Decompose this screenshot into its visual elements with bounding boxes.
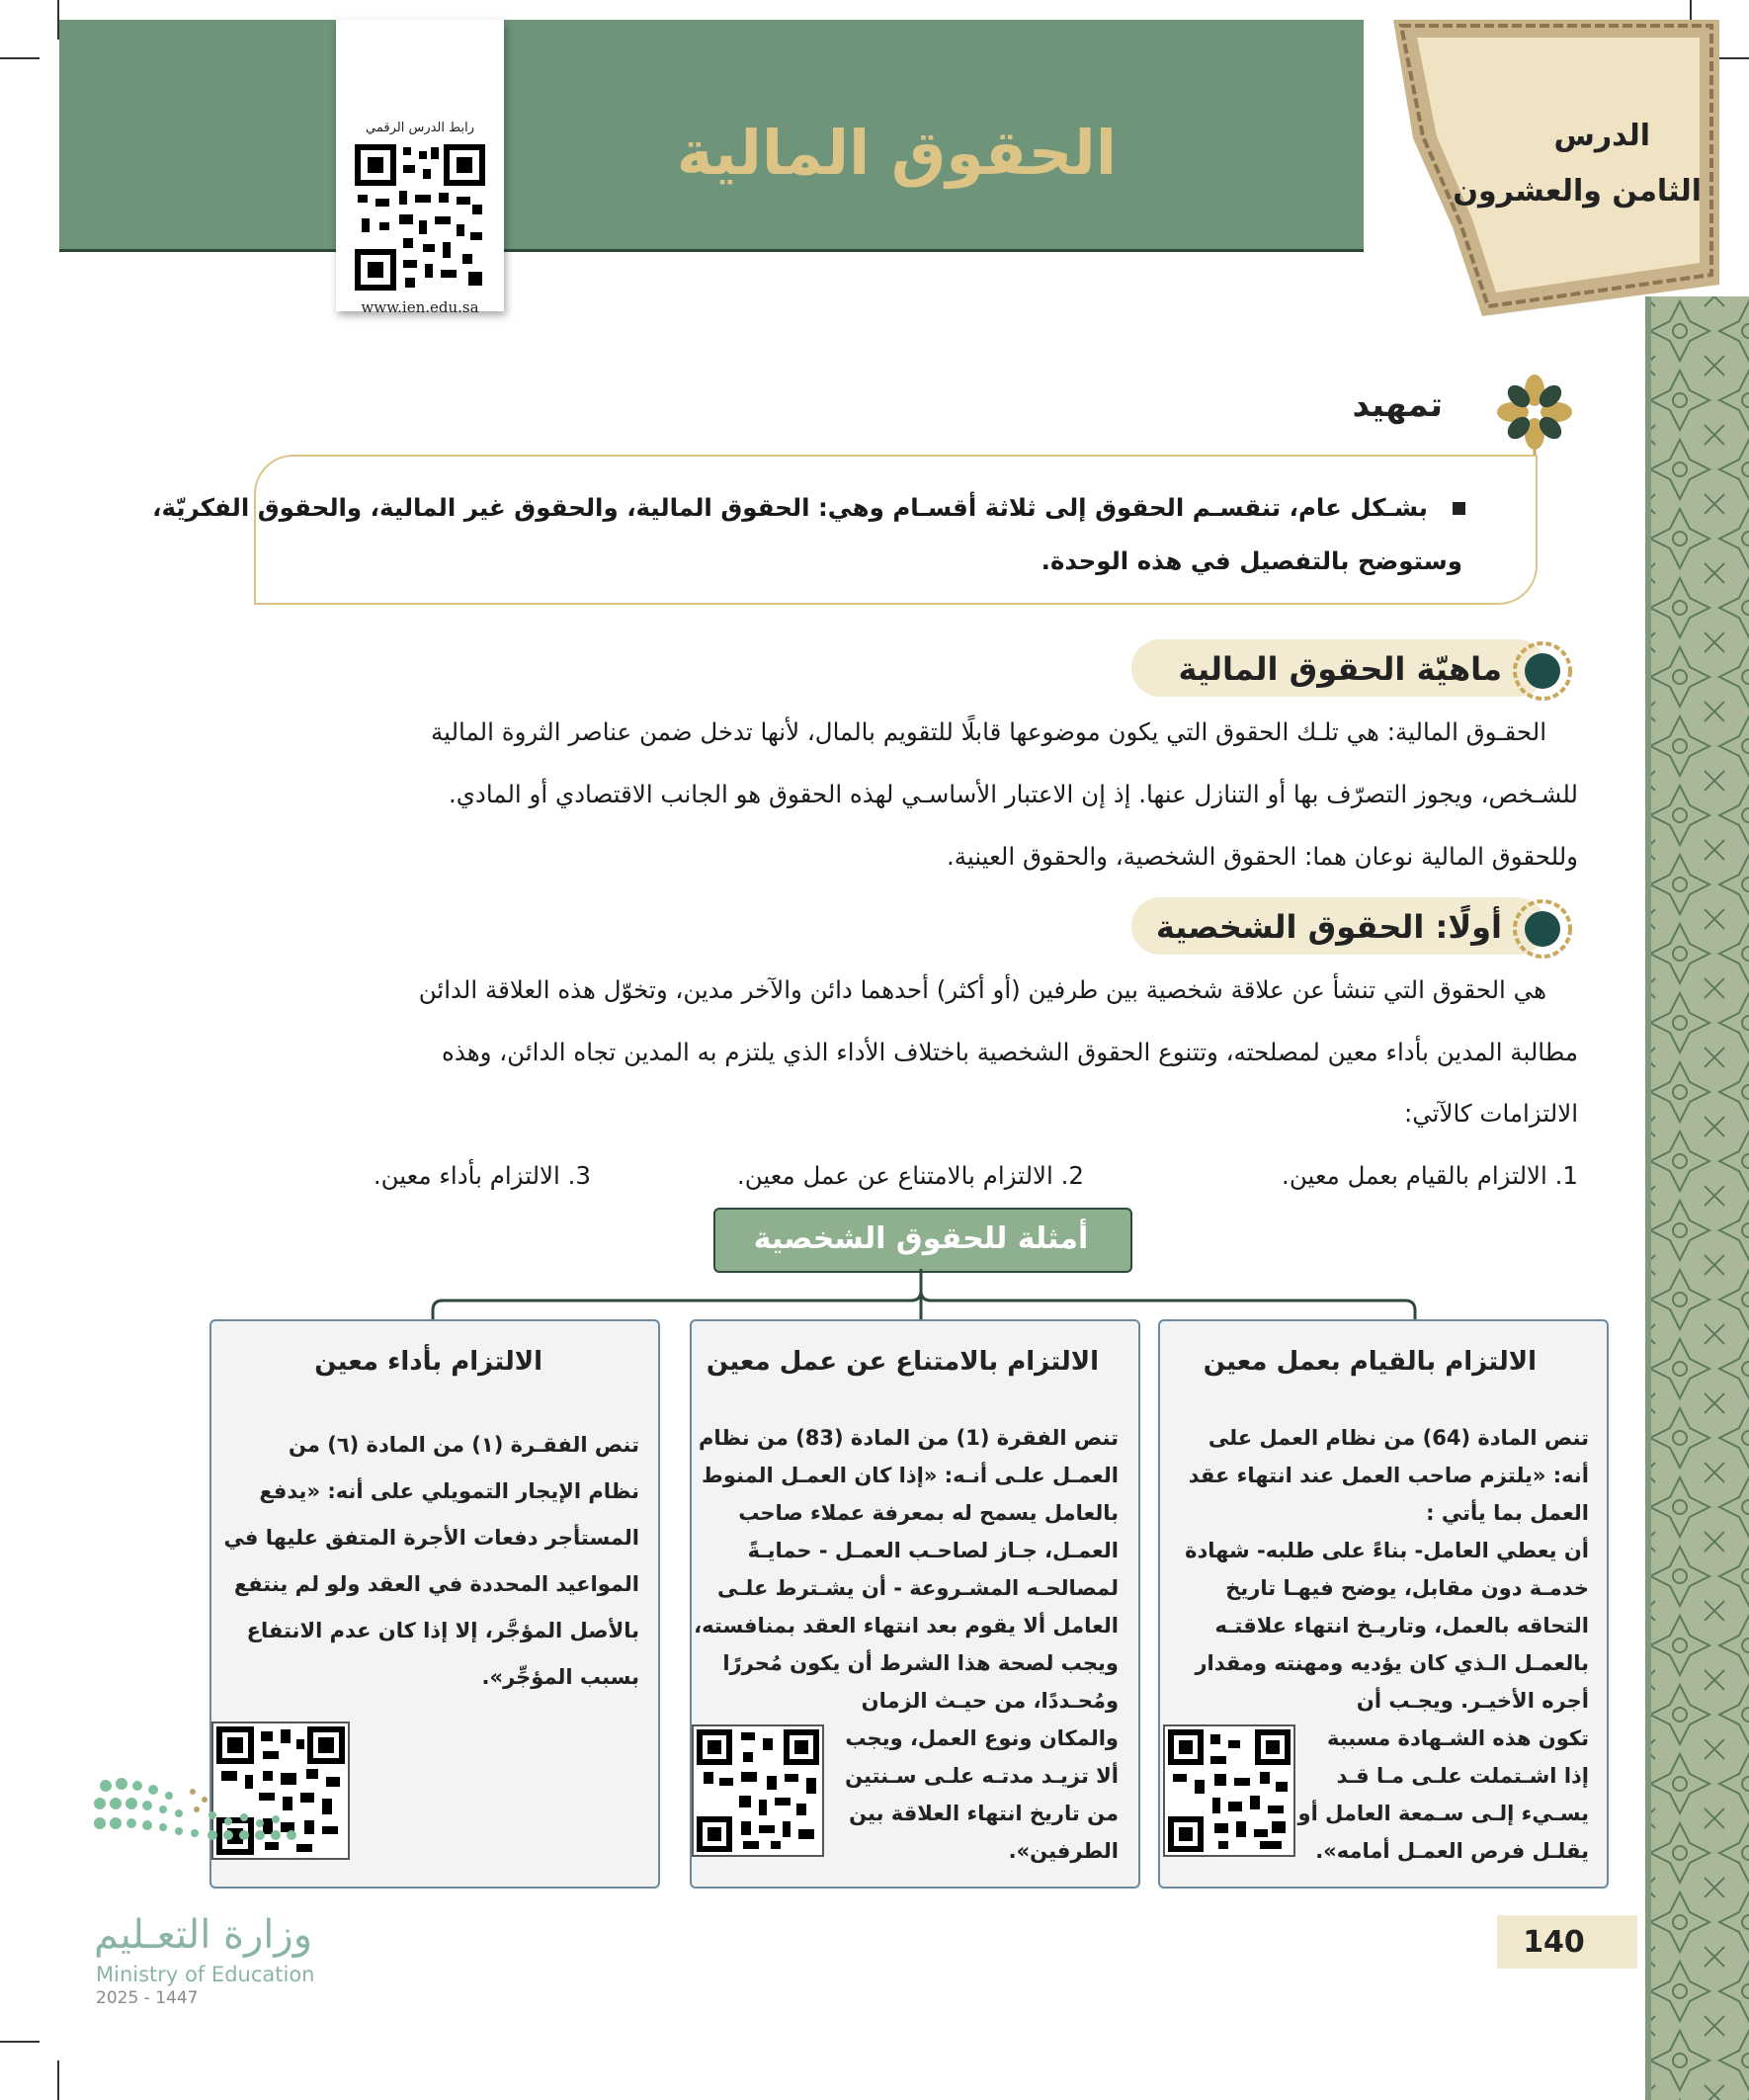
card1-line: التحاقه بالعمل، وتاريـخ انتهاء علاقتـه [1214,1614,1589,1638]
card3-line: بالأصل المؤجَّر، إلا إذا كان عدم الانتفاع [246,1619,639,1642]
qr-label: رابط الدرس الرقمي [366,121,474,135]
card1-line: أجره الأخيـر. ويجـب أن [1356,1689,1589,1713]
qr-code-icon[interactable] [1163,1724,1295,1857]
card-perform-work-title: الالتزام بالقيام بعمل معين [1203,1347,1537,1377]
card3-line: نظام الإيجار التمويلي على أنه: «يدفع [259,1479,639,1503]
edition-year: 2025 - 1447 [96,1988,199,2008]
section-badge-icon [1512,640,1573,702]
lesson-number: الثامن والعشرون [1453,174,1702,209]
qr-code-icon[interactable] [354,143,486,292]
lesson-tag-ornament [1393,20,1719,316]
card2-line: الطرفين». [1008,1839,1119,1863]
card-perform-payment-title: الالتزام بأداء معين [314,1347,542,1377]
section1-title: ماهيّة الحقوق المالية [1178,650,1502,688]
list-item-1: 1. الالتزام بالقيام بعمل معين. [1282,1161,1578,1190]
card2-line: من تاريخ انتهاء العلاقة بين [849,1802,1119,1825]
card2-line: بالعامل يسمح له بمعرفة عملاء صاحب [738,1501,1119,1525]
digital-lesson-qr-card[interactable] [336,20,504,316]
section2-title: أولًا: الحقوق الشخصية [1155,908,1502,946]
list-item-3: 3. الالتزام بأداء معين. [373,1161,591,1190]
intro-title: تمهيد [1352,385,1443,425]
card1-line: تكون هذه الشـهادة مسببة [1326,1726,1589,1750]
section1-line-2: للشـخص، ويجوز التصرّف بها أو التنازل عنها. إذ إن الاعتبار الأساسـي لهذه الحقوق هو الجانب الاقتصادي أو المادي. [448,780,1578,808]
qr-code-icon[interactable] [692,1724,824,1857]
intro-line-1: بشـكل عام، تنقسـم الحقوق إلى ثلاثة أقسـام وهي: الحقوق المالية، والحقوق غير المالية، والحقوق الفكريّة، [152,493,1428,522]
card1-line: تنص المادة (64) من نظام العمل على [1208,1426,1589,1450]
side-ornament-band [1645,296,1749,2100]
card2-line: ويجب لصحة هذا الشرط أن يكون مُحررًا [722,1651,1119,1675]
card2-line: ومُحـددًا، من حيـث الزمان [861,1689,1119,1713]
lesson-title: الحقوق المالية [676,117,1117,189]
ministry-name-english: Ministry of Education [96,1963,315,1986]
card-refrain-work-title: الالتزام بالامتناع عن عمل معين [706,1347,1099,1377]
card3-line: المستأجر دفعات الأجرة المتفق عليها في [223,1526,639,1550]
card2-line: لمصالحـه المشـروعة - أن يشـترط علـى [717,1576,1119,1600]
section1-line-1: الحقـوق المالية: هي تلـك الحقوق التي يكون موضوعها قابلًا للتقويم بالمال، لأنها تدخل ضمن عناصر الثروة المالية [431,717,1546,746]
card2-line: العمـل، جـاز لصاحـب العمـل - حمايـةً [747,1539,1119,1562]
ministry-logo-dots-icon [94,1774,321,1897]
card2-line: العمـل علـى أنـه: «إذا كان العمـل المنوط [702,1464,1119,1487]
lesson-label: الدرس [1553,119,1650,153]
ministry-name-arabic: وزارة التعـليم [94,1912,313,1958]
card1-line: يسـيء إلـى سـمعة العامل أو [1297,1802,1589,1825]
intro-box [254,455,1538,605]
section2-line-3: الالتزامات كالآتي: [1404,1099,1578,1128]
card2-line: تنص الفقرة (1) من المادة (83) من نظام [699,1426,1119,1450]
card1-line: أن يعطي العامل- بناءً على طلبه- شهادة [1185,1539,1589,1562]
card1-line: يقلـل فرص العمـل أمامه». [1315,1839,1589,1863]
diagram-title: أمثلة للحقوق الشخصية [753,1221,1089,1256]
card2-line: العامل ألا يقوم بعد انتهاء العقد بمنافسته، [694,1614,1119,1638]
bullet-square-icon [1453,502,1465,515]
section-badge-icon [1512,898,1573,960]
card1-line: خدمـة دون مقابل، يوضح فيهـا تاريخ [1225,1576,1589,1600]
card1-line: إذا اشـتملت علـى مـا قـد [1336,1764,1589,1788]
card2-line: والمكان ونوع العمل، ويجب [845,1726,1119,1750]
diagram-connector [425,1269,1423,1324]
list-item-2: 2. الالتزام بالامتناع عن عمل معين. [736,1161,1084,1190]
card1-line: أنه: «يلتزم صاحب العمل عند انتهاء عقد [1188,1464,1589,1487]
intro-line-2: وستوضح بالتفصيل في هذه الوحدة. [1041,546,1462,575]
section1-line-3: وللحقوق المالية نوعان هما: الحقوق الشخصية، والحقوق العينية. [947,842,1578,871]
card1-line: بالعمـل الـذي كان يؤديه ومهنته ومقدار [1195,1651,1589,1675]
card3-line: المواعيد المحددة في العقد ولو لم ينتفع [233,1572,639,1596]
card1-line: العمل بما يأتي : [1426,1501,1589,1525]
section2-line-1: هي الحقوق التي تنشأ عن علاقة شخصية بين طرفين (أو أكثر) أحدهما دائن والآخر مدين، وتخوّل هذه العلاقة الدائن [418,975,1546,1004]
card2-line: ألا تزيـد مدتـه علـى سـنتين [845,1764,1119,1788]
card3-line: بسبب المؤجِّر». [481,1665,639,1689]
qr-url[interactable]: www.ien.edu.sa [361,298,479,316]
section2-line-2: مطالبة المدين بأداء معين لمصلحته، وتتنوع الحقوق الشخصية باختلاف الأداء الذي يلتزم به المدين تجاه الدائن، وهذه [442,1038,1578,1066]
card3-line: تنص الفقـرة (١) من المادة (٦) من [289,1433,639,1457]
page-number: 140 [1523,1925,1585,1960]
